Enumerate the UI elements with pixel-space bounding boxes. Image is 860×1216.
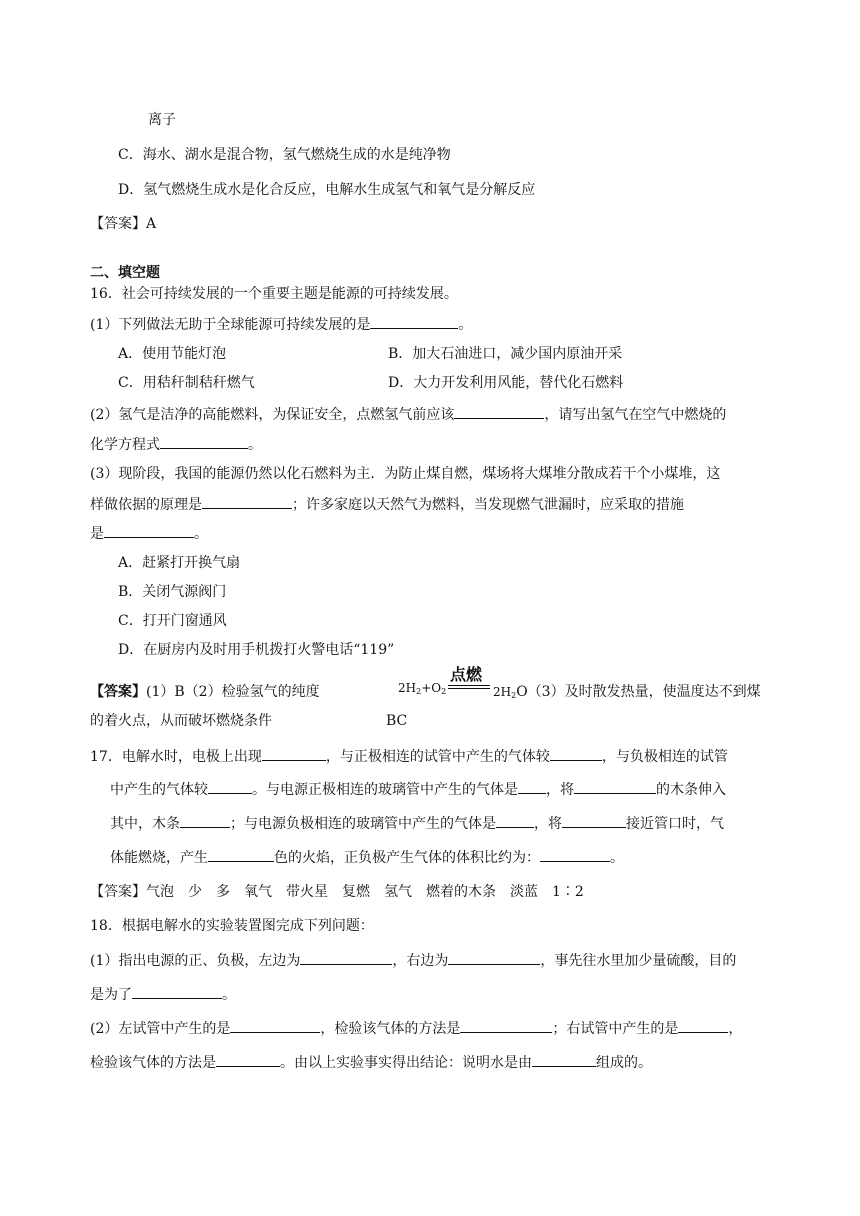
- q16-part3-line1: (3）现阶段，我国的能源仍然以化石燃料为主．为防止煤自燃，煤场将大煤堆分散成若干个小煤堆，这: [90, 466, 721, 482]
- q17-blank-2[interactable]: [550, 746, 602, 761]
- q17-line4: 体能燃烧，产生 色的火焰，正负极产生气体的体积比约为： 。: [110, 847, 624, 868]
- q17-line1: 17．电解水时，电极上出现 ，与正极相连的试管中产生的气体较 ，与负极相连的试管: [90, 746, 728, 767]
- q16-part2-blank-2[interactable]: [160, 434, 248, 449]
- q17-blank-10[interactable]: [540, 847, 610, 862]
- q18-line1: (1）指出电源的正、负极，左边为 ，右边为 ，事先往水里加少量硫酸，目的: [90, 950, 736, 971]
- q16-answer-bc: BC: [386, 713, 408, 729]
- q16-stem: 16．社会可持续发展的一个重要主题是能源的可持续发展。: [90, 286, 458, 302]
- q17-blank-8[interactable]: [562, 813, 626, 828]
- equation-condition: 点燃: [450, 665, 483, 684]
- q18-line3: (2）左试管中产生的是 ，检验该气体的方法是 ；右试管中产生的是 ，: [90, 1018, 742, 1039]
- q18-blank-8[interactable]: [532, 1052, 596, 1067]
- q18-blank-7[interactable]: [216, 1052, 280, 1067]
- q18-blank-3[interactable]: [132, 984, 222, 999]
- q16-part3-blank-1[interactable]: [202, 494, 292, 509]
- q16-answer-part-a: (1）B（2）检验氢气的纯度: [146, 684, 320, 700]
- q18-blank-1[interactable]: [300, 950, 392, 965]
- q15-option-c: C．海水、湖水是混合物，氢气燃烧生成的水是纯净物: [118, 147, 451, 163]
- q17-blank-3[interactable]: [208, 779, 252, 794]
- section-heading: 二、填空题: [90, 265, 160, 281]
- q16-option-d: D．大力开发利用风能，替代化石燃料: [388, 375, 624, 391]
- q15-option-b-continuation: 离子: [148, 112, 176, 128]
- q16-part2-text-b: ，请写出氢气在空气中燃烧的: [544, 407, 727, 423]
- q18-line4: 检验该气体的方法是 。由以上实验事实得出结论：说明水是由 组成的。: [90, 1052, 652, 1073]
- q17-line3: 其中，木条 ；与电源负极相连的玻璃管中产生的气体是 ，将 接近管口时，气: [110, 813, 724, 834]
- q16-answer-line2: 的着火点，从而破坏燃烧条件: [90, 713, 272, 729]
- q16-answer-line1: [90, 682, 320, 702]
- q16-part3-text-d: 是: [90, 526, 104, 542]
- q16-part2-text-a: (2）氢气是洁净的高能燃料，为保证安全，点燃氢气前应该: [90, 407, 455, 423]
- q17-blank-5[interactable]: [574, 779, 656, 794]
- q18-blank-6[interactable]: [678, 1018, 728, 1033]
- q16-part3-text-b: 样做依据的原理是: [90, 497, 202, 513]
- q16-part3-line3: [90, 523, 208, 544]
- q16-option-c: C．用秸秆制秸秆燃气: [118, 375, 255, 391]
- equation-bar-top: [448, 685, 490, 686]
- q16-part3-blank-2[interactable]: [104, 523, 194, 538]
- q16-part3-option-c: C．打开门窗通风: [118, 613, 227, 629]
- q16-answer-products: $2H_2O(3)$及时散发热量，使温度达不到煤: [493, 684, 761, 700]
- q16-option-a: A．使用节能灯泡: [118, 346, 227, 362]
- q16-part3-line2: [90, 494, 684, 515]
- q17-blank-9[interactable]: [208, 847, 274, 862]
- q17-blank-7[interactable]: [496, 813, 534, 828]
- equation-bar-bottom: [448, 688, 490, 689]
- q16-part1-end: 。: [458, 317, 473, 333]
- q18-blank-4[interactable]: [230, 1018, 320, 1033]
- q16-part2-line1: [90, 404, 726, 425]
- q17-blank-4[interactable]: [518, 779, 546, 794]
- q16-part1: [90, 314, 472, 335]
- q16-option-b: B．加大石油进口，减少国内原油开采: [388, 346, 623, 362]
- q17-blank-6[interactable]: [180, 813, 230, 828]
- q16-part2-end: 。: [248, 437, 262, 453]
- q16-answer-label: 【答案】: [90, 684, 146, 700]
- equation-reactants: $2H_2+O_2$: [398, 681, 447, 696]
- q18-blank-2[interactable]: [448, 950, 540, 965]
- q18-blank-5[interactable]: [460, 1018, 552, 1033]
- q16-part1-text: (1）下列做法无助于全球能源可持续发展的是: [90, 317, 371, 333]
- q17-answer: 【答案】气泡 少 多 氧气 带火星 复燃 氢气 燃着的木条 淡蓝 1∶2: [90, 884, 584, 900]
- q17-line2: 中产生的气体较 。与电源正极相连的玻璃管中产生的气体是 ，将 的木条伸入: [110, 779, 726, 800]
- q16-part2-line2: [90, 434, 262, 455]
- q15-answer: 【答案】A: [90, 216, 157, 232]
- q17-blank-1[interactable]: [262, 746, 326, 761]
- q16-part3-option-b: B．关闭气源阀门: [118, 584, 227, 600]
- q16-part3-text-c: ；许多家庭以天然气为燃料，当发现燃气泄漏时，应采取的措施: [292, 497, 684, 513]
- q18-line2: 是为了 。: [90, 984, 236, 1005]
- q16-part3-end: 。: [194, 526, 208, 542]
- q15-option-d: D．氢气燃烧生成水是化合反应，电解水生成氢气和氧气是分解反应: [118, 182, 536, 198]
- q16-part1-blank[interactable]: [370, 314, 458, 329]
- q16-part3-option-a: A．赶紧打开换气扇: [118, 555, 241, 571]
- q16-part2-text-c: 化学方程式: [90, 437, 160, 453]
- chemical-equation: [398, 666, 508, 706]
- q18-stem: 18．根据电解水的实验装置图完成下列问题：: [90, 918, 374, 934]
- q16-part2-blank-1[interactable]: [454, 404, 544, 419]
- q16-part3-option-d: D．在厨房内及时用手机拨打火警电话“119”: [118, 642, 395, 658]
